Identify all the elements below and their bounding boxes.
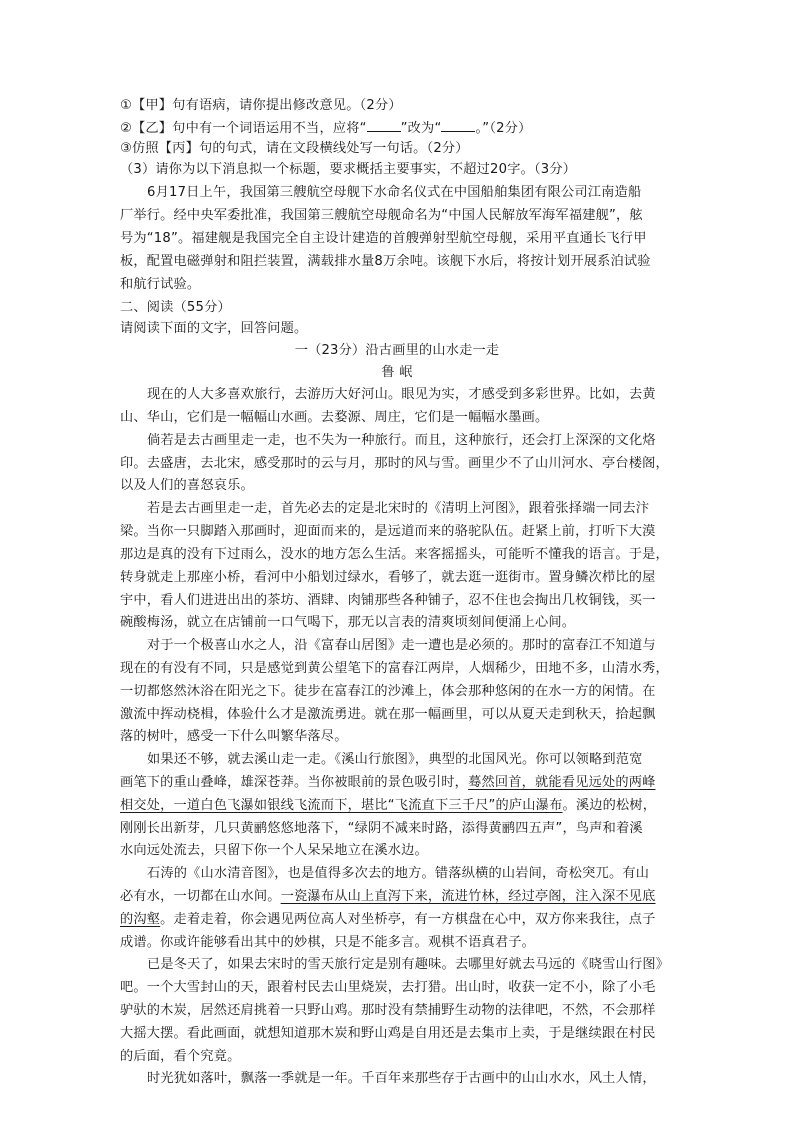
para5-underlined-text: 相交处，一道白色飞瀑如银线飞流而下，堪比“飞流直下三千尺”的庐山瀑布 — [120, 798, 563, 813]
para3-line: 梁。当你一只脚踏入那画时，迎面而来的，是远道而来的骆驼队伍。赶紧上前，打听下大漠 — [120, 524, 656, 539]
para5-line: 水向远处流去，只留下你一个人呆呆地立在溪水边。 — [120, 843, 428, 858]
section-heading: 二、阅读（55分） — [120, 300, 231, 315]
para5-line — [120, 774, 680, 792]
para3-line: 宇中，看人们进进出出的茶坊、酒肆、肉铺那些各种铺子，忍不住也会掏出几枚铜钱，买一 — [120, 593, 656, 608]
para5-line: 刚刚长出新芽，几只黄鹂悠悠地落下，“绿阴不减来时路，添得黄鹂四五声”，鸟声和着溪 — [120, 821, 643, 836]
para2-line: 倘若是去古画里走一走，也不失为一种旅行。而且，这种旅行，还会打上深深的文化烙 — [147, 433, 656, 448]
para2-line: 以及人们的喜怒哀乐。 — [120, 478, 254, 493]
question-2-text-a: ②【乙】句中有一个词语运用不当，应将“ — [120, 121, 367, 136]
para6-line: 石涛的《山水清音图》，也是值得多次去的地方。错落纵横的山岩间，奇松突兀。有山 — [147, 866, 650, 881]
para3-line: 碗酸梅汤，就立在店铺前一口气喝下，那无以言表的清爽顷刻间便涌上心间。 — [120, 615, 576, 630]
news-line: 厂举行。经中央军委批准，我国第三艘航空母舰命名为“中国人民解放军海军福建舰”，舷 — [120, 208, 643, 223]
para4-line: 落的树叶，感受一下什么叫繁华落尽。 — [120, 729, 348, 744]
para8-line: 时光犹如落叶，飘落一季就是一年。千百年来那些存于古画中的山山水水，风土人情， — [147, 1071, 656, 1086]
para6-underlined-text: 一瓷瀑布从山上直泻下来，流进竹林，经过亭阁，注入深不见底 — [280, 889, 656, 904]
para5-text: 。溪边的松树， — [562, 798, 657, 813]
question-2 — [120, 119, 680, 138]
para3-line: 转身就走上那座小桥，看河中小船划过绿水，看够了，就去逛一逛街市。置身鳞次栉比的屋 — [120, 570, 656, 585]
para6-text: 必有水，一切都在山水间。 — [120, 889, 281, 904]
news-line: 号为“18”。福建舰是我国完全自主设计建造的首艘弹射型航空母舰，采用平直通长飞行甲 — [120, 231, 647, 246]
para5-line: 如果还不够，就去溪山走一走。《溪山行旅图》，典型的北国风光。你可以领略到范宽 — [147, 752, 643, 767]
para6-text: 。走着走着，你会遇见两位高人对坐桥亭，有一方棋盘在心中，双方你来我往，点子 — [160, 912, 656, 927]
para1-line: 现在的人大多喜欢旅行，去游历大好河山。眼见为实，才感受到多彩世界。比如，去黄 — [147, 387, 656, 402]
news-line: 6月17日上午，我国第三艘航空母舰下水命名仪式在中国船舶集团有限公司江南造船 — [147, 185, 642, 200]
para7-line: 吧。一个大雪封山的天，跟着村民去山里烧炭，去打猎。出山时，收获一定不小，除了小毛 — [120, 980, 656, 995]
para4-line: 一切都悠然沐浴在阳光之下。徒步在富春江的沙滩上，体会那种悠闲的在水一方的闲情。在 — [120, 684, 656, 699]
para4-line: 对于一个极喜山水之人，沿《富春山居图》走一遭也是必须的。那时的富春江不知道与 — [147, 638, 656, 653]
para2-line: 印。去盛唐，去北宋，感受那时的云与月，那时的风与雪。画里少不了山川河水、亭台楼阁， — [120, 456, 669, 471]
para3-line: 那边是真的没有下过雨么，没水的地方怎么生活。来客摇摇头，可能听不懂我的语言。于是， — [120, 547, 669, 562]
question-4: （3）请你为以下消息拟一个标题，要求概括主要事实，不超过20字。（3分） — [120, 162, 577, 177]
para7-line: 大摇大摆。看此画面，就想知道那木炭和野山鸡是自用还是去集市上卖，于是继续跟在村民 — [120, 1026, 656, 1041]
para3-line: 若是去古画里走一走，首先必去的定是北宋时的《清明上河图》，跟着张择端一同去汴 — [147, 501, 650, 516]
para5-line — [120, 797, 680, 815]
article-author: 鲁 岷 — [381, 365, 413, 380]
news-line: 板，配置电磁弹射和阻拦装置，满载排水量8万余吨。该舰下水后，将按计划开展系泊试验 — [120, 254, 651, 269]
answer-blank-1[interactable] — [367, 119, 401, 132]
para7-line: 驴驮的木炭，居然还肩挑着一只野山鸡。那时没有禁捕野生动物的法律吧，不然，不会那样 — [120, 1003, 656, 1018]
para6-line — [120, 888, 680, 906]
para5-underlined-text: 蓦然回首，就能看见远处的两峰 — [468, 775, 656, 790]
section-instruction: 请阅读下面的文字，回答问题。 — [120, 321, 308, 336]
para7-line: 已是冬天了，如果去宋时的雪天旅行定是别有趣味。去哪里好就去马远的《晓雪山行图》 — [147, 957, 670, 972]
answer-blank-2[interactable] — [441, 119, 475, 132]
para4-line: 激流中挥动桡楫，体验什么才是激流勇进。就在那一幅画里，可以从夏天走到秋天，拾起飘 — [120, 707, 656, 722]
para5-text: 画笔下的重山叠峰，雄深苍莽。当你被眼前的景色吸引时， — [120, 775, 469, 790]
para6-line: 成谱。你或许能够看出其中的妙棋，只是不能多言。观棋不语真君子。 — [120, 935, 536, 950]
para4-line: 现在的有没有不同，只是感觉到黄公望笔下的富春江两岸，人烟稀少，田地不多，山清水秀， — [120, 661, 669, 676]
question-3: ③仿照【丙】句的句式，请在文段横线处写一句话。（2分） — [120, 141, 469, 156]
question-2-text-c: 。”（2分） — [475, 121, 532, 136]
para6-line — [120, 911, 680, 929]
para6-underlined-text: 的沟壑 — [120, 912, 161, 927]
para7-line: 的后面，看个究竟。 — [120, 1049, 241, 1064]
article-title: 一（23分）沿古画里的山水走一走 — [294, 343, 500, 358]
para1-line: 山、华山，它们是一幅幅山水画。去婺源、周庄，它们是一幅幅水墨画。 — [120, 410, 549, 425]
question-1: ①【甲】句有语病，请你提出修改意见。（2分） — [120, 98, 402, 113]
question-2-text-b: ”改为“ — [400, 121, 442, 136]
news-line: 和航行试验。 — [120, 277, 201, 292]
